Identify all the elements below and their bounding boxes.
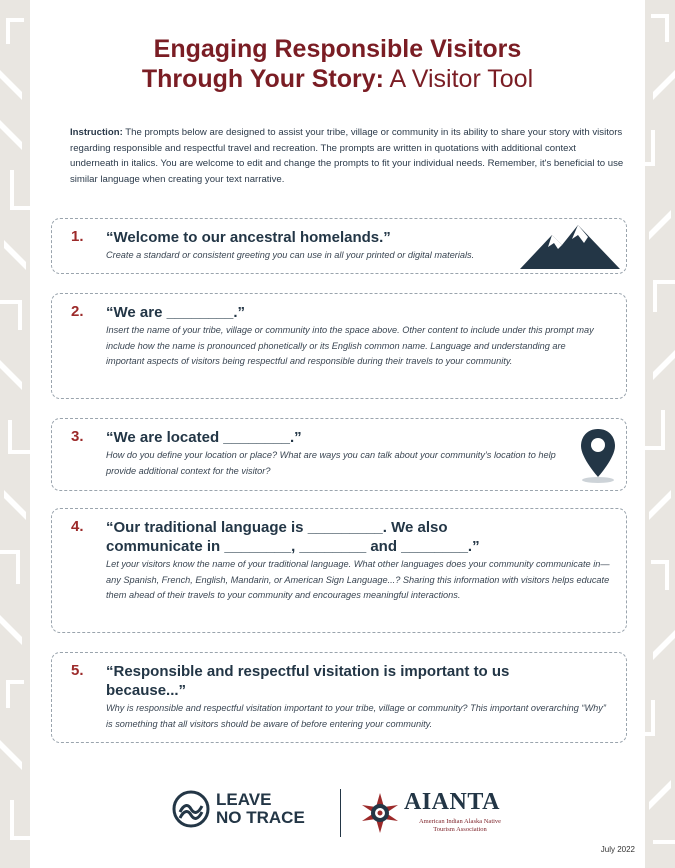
logo-divider	[340, 789, 341, 837]
prompt-number: 3.	[71, 428, 84, 445]
prompt-card-5	[51, 652, 627, 743]
prompt-card-1	[51, 218, 627, 274]
prompt-number: 5.	[71, 662, 84, 679]
prompt-description: Why is responsible and respectful visitation important to your tribe, village or community? This important overarching “Why” is something that all visitors should be aware of before entering your community.	[106, 703, 606, 729]
location-pin-icon	[578, 427, 618, 485]
prompt-number: 4.	[71, 518, 84, 535]
publication-date: July 2022	[600, 845, 635, 854]
prompt-card-3	[51, 418, 627, 491]
prompt-title: “Responsible and respectful visitation is important to us because...”	[106, 663, 510, 699]
instruction-label: Instruction:	[70, 127, 123, 138]
prompt-title: “We are ________.”	[106, 304, 245, 321]
lnt-line-1: LEAVE	[216, 790, 272, 809]
leave-no-trace-logo-icon	[172, 790, 210, 828]
decorative-border-right	[645, 0, 675, 868]
instruction-text: The prompts below are designed to assist your tribe, village or community in its ability to share your story with visitors regarding responsible and respectful travel and recreation. The prompts are written in quotations with additional context underneath in italics. You are welcome to edit and change the prompts to fit your individual needs. Remember, it's beneficial to use similar language when creating your text narrative.	[70, 127, 624, 185]
title-line-2-bold: Through Your Story:	[141, 65, 384, 93]
aianta-star-logo-icon	[360, 793, 400, 833]
prompt-number: 1.	[71, 228, 84, 245]
prompt-title: “We are located ________.”	[106, 429, 302, 446]
aianta-subtitle	[410, 818, 510, 834]
prompt-description: Insert the name of your tribe, village or community into the space above. Other content to include under this prompt may include how the name is pronounced phonetically or its English common name. Language and understanding are important aspects of visitors being respectful and responsible during their travels to your community.	[106, 325, 594, 366]
prompt-description: Let your visitors know the name of your traditional language. What other languages does your community communicate in—any Spanish, French, English, Mandarin, or American Sign Language...? Sharing this information with visitors helps educate them ahead of their travels to your community and encourages meaningful interactions.	[106, 559, 610, 600]
aianta-sub-line-2: Tourism Association	[433, 826, 487, 833]
page-title	[30, 34, 645, 94]
title-line-1: Engaging Responsible Visitors	[153, 35, 522, 63]
decorative-border-left	[0, 0, 30, 868]
footer-logos	[30, 785, 645, 845]
prompt-description: Create a standard or consistent greeting you can use in all your printed or digital materials.	[106, 250, 475, 260]
prompt-title: “Welcome to our ancestral homelands.”	[106, 229, 391, 246]
prompt-card-2	[51, 293, 627, 399]
aianta-name: AIANTA	[404, 789, 500, 815]
leave-no-trace-wordmark	[216, 791, 305, 827]
document-page	[30, 0, 645, 868]
prompt-card-4	[51, 508, 627, 633]
aianta-sub-line-1: American Indian Alaska Native	[418, 818, 502, 825]
instruction-paragraph	[70, 125, 625, 187]
mountain-icon	[518, 223, 622, 271]
prompt-title: “Our traditional language is _________. We also communicate in ________, ________ and ________.”	[106, 519, 480, 555]
title-line-2-light: A Visitor Tool	[383, 65, 534, 93]
title-line-2	[30, 64, 645, 94]
lnt-line-2: NO TRACE	[216, 808, 305, 827]
prompt-description: How do you define your location or place? What are ways you can talk about your community’s location to help provide additional context for the visitor?	[106, 450, 556, 476]
prompt-number: 2.	[71, 303, 84, 320]
